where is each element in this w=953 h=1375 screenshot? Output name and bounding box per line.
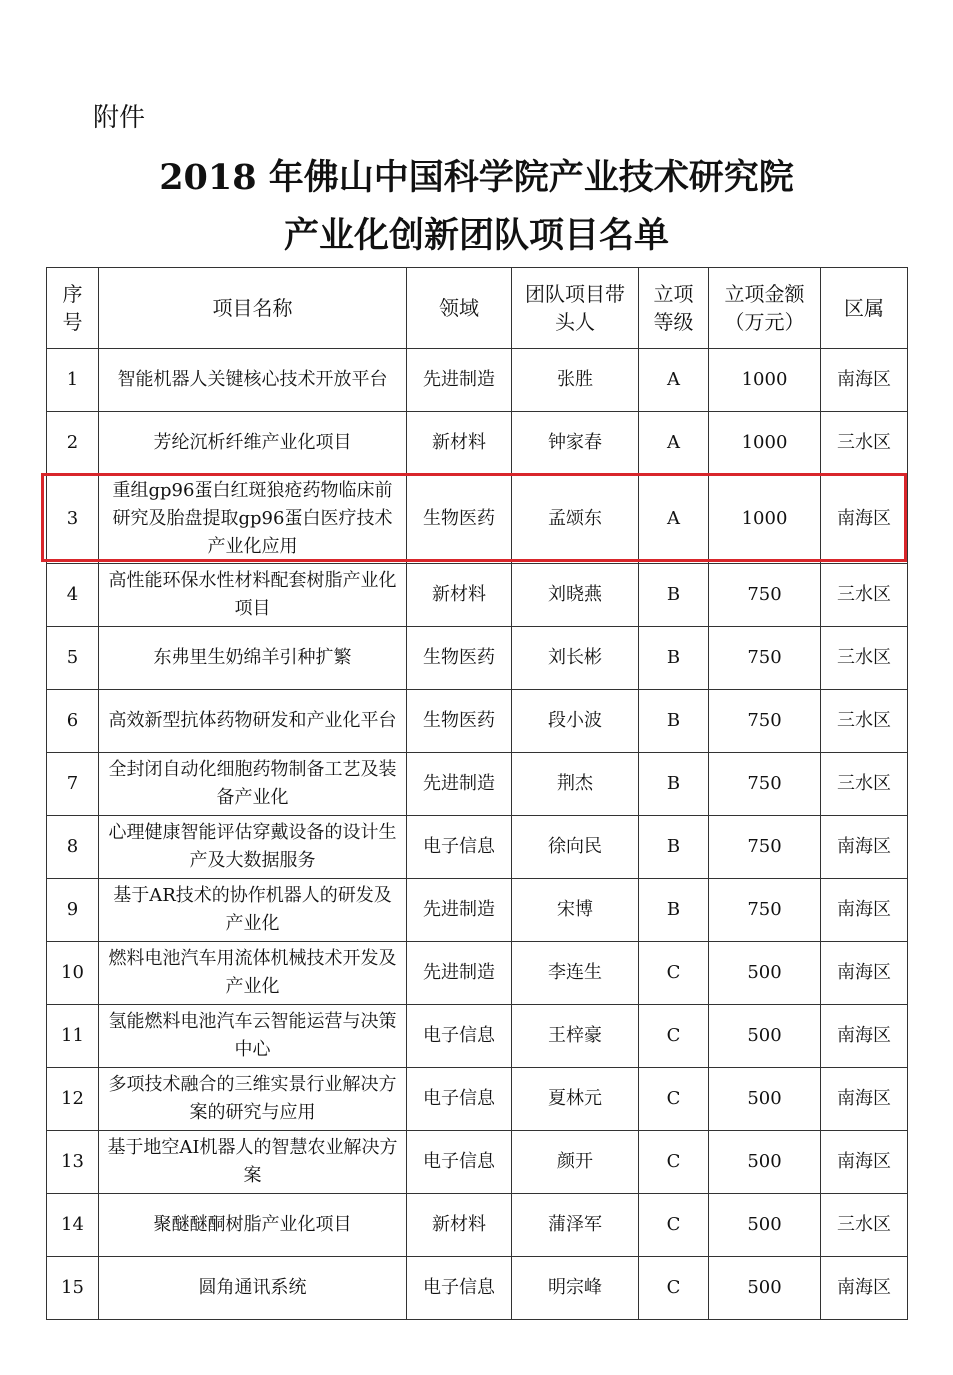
header-district: 区属 <box>821 268 908 349</box>
cell-name: 全封闭自动化细胞药物制备工艺及装备产业化 <box>99 753 407 816</box>
cell-name: 基于AR技术的协作机器人的研发及产业化 <box>99 879 407 942</box>
cell-name: 东弗里生奶绵羊引种扩繁 <box>99 627 407 690</box>
table-row <box>47 412 908 475</box>
cell-amount: 500 <box>709 1005 821 1068</box>
cell-no: 3 <box>47 475 99 564</box>
cell-name: 心理健康智能评估穿戴设备的设计生产及大数据服务 <box>99 816 407 879</box>
project-roster-table <box>46 267 908 1320</box>
cell-amount: 750 <box>709 879 821 942</box>
document-title-line-1: 2018 年佛山中国科学院产业技术研究院 <box>159 157 794 198</box>
cell-amount: 500 <box>709 1194 821 1257</box>
cell-amount: 500 <box>709 1068 821 1131</box>
table-row <box>47 564 908 627</box>
cell-amount: 750 <box>709 564 821 627</box>
header-grade: 立项等级 <box>639 268 709 349</box>
cell-name: 高效新型抗体药物研发和产业化平台 <box>99 690 407 753</box>
table-row <box>47 816 908 879</box>
cell-amount: 500 <box>709 1257 821 1320</box>
cell-grade: A <box>639 475 709 564</box>
cell-lead: 荆杰 <box>512 753 639 816</box>
cell-district: 南海区 <box>821 1257 908 1320</box>
cell-lead: 钟家春 <box>512 412 639 475</box>
cell-amount: 1000 <box>709 475 821 564</box>
cell-grade: C <box>639 942 709 1005</box>
cell-no: 11 <box>47 1005 99 1068</box>
header-name: 项目名称 <box>99 268 407 349</box>
cell-name: 多项技术融合的三维实景行业解决方案的研究与应用 <box>99 1068 407 1131</box>
cell-no: 2 <box>47 412 99 475</box>
table-row <box>47 349 908 412</box>
cell-name: 聚醚醚酮树脂产业化项目 <box>99 1194 407 1257</box>
cell-field: 电子信息 <box>407 816 512 879</box>
table-row <box>47 690 908 753</box>
cell-grade: B <box>639 564 709 627</box>
cell-district: 三水区 <box>821 753 908 816</box>
table-row <box>47 1068 908 1131</box>
cell-grade: A <box>639 412 709 475</box>
cell-field: 电子信息 <box>407 1257 512 1320</box>
cell-amount: 500 <box>709 1131 821 1194</box>
cell-field: 新材料 <box>407 1194 512 1257</box>
table-row <box>47 475 908 564</box>
cell-name: 芳纶沉析纤维产业化项目 <box>99 412 407 475</box>
cell-field: 先进制造 <box>407 753 512 816</box>
attachment-label: 附件 <box>93 103 146 133</box>
cell-lead: 颜开 <box>512 1131 639 1194</box>
table-row <box>47 1194 908 1257</box>
cell-district: 南海区 <box>821 349 908 412</box>
cell-field: 生物医药 <box>407 475 512 564</box>
cell-grade: C <box>639 1068 709 1131</box>
cell-lead: 徐向民 <box>512 816 639 879</box>
cell-no: 15 <box>47 1257 99 1320</box>
cell-district: 南海区 <box>821 816 908 879</box>
cell-lead: 刘长彬 <box>512 627 639 690</box>
header-field: 领域 <box>407 268 512 349</box>
cell-field: 电子信息 <box>407 1131 512 1194</box>
cell-lead: 明宗峰 <box>512 1257 639 1320</box>
cell-grade: B <box>639 879 709 942</box>
cell-amount: 1000 <box>709 349 821 412</box>
cell-no: 10 <box>47 942 99 1005</box>
cell-name: 氢能燃料电池汽车云智能运营与决策中心 <box>99 1005 407 1068</box>
cell-grade: C <box>639 1005 709 1068</box>
cell-no: 9 <box>47 879 99 942</box>
cell-district: 三水区 <box>821 627 908 690</box>
cell-field: 生物医药 <box>407 690 512 753</box>
table-row <box>47 942 908 1005</box>
cell-district: 南海区 <box>821 1068 908 1131</box>
cell-no: 13 <box>47 1131 99 1194</box>
table-header-row <box>47 268 908 349</box>
cell-field: 电子信息 <box>407 1068 512 1131</box>
cell-grade: C <box>639 1257 709 1320</box>
cell-lead: 段小波 <box>512 690 639 753</box>
cell-no: 4 <box>47 564 99 627</box>
cell-no: 7 <box>47 753 99 816</box>
cell-district: 南海区 <box>821 1131 908 1194</box>
cell-grade: B <box>639 816 709 879</box>
cell-amount: 750 <box>709 816 821 879</box>
header-lead: 团队项目带头人 <box>512 268 639 349</box>
cell-grade: B <box>639 753 709 816</box>
table-row <box>47 1005 908 1068</box>
cell-amount: 1000 <box>709 412 821 475</box>
cell-no: 6 <box>47 690 99 753</box>
cell-district: 三水区 <box>821 690 908 753</box>
cell-lead: 蒲泽军 <box>512 1194 639 1257</box>
cell-district: 南海区 <box>821 879 908 942</box>
table-row <box>47 627 908 690</box>
header-amount: 立项金额（万元） <box>709 268 821 349</box>
cell-name: 高性能环保水性材料配套树脂产业化项目 <box>99 564 407 627</box>
cell-field: 生物医药 <box>407 627 512 690</box>
cell-amount: 750 <box>709 690 821 753</box>
cell-lead: 宋博 <box>512 879 639 942</box>
cell-field: 新材料 <box>407 412 512 475</box>
cell-lead: 夏林元 <box>512 1068 639 1131</box>
cell-field: 先进制造 <box>407 349 512 412</box>
table-row <box>47 879 908 942</box>
cell-grade: B <box>639 627 709 690</box>
table-row <box>47 1131 908 1194</box>
cell-field: 先进制造 <box>407 879 512 942</box>
cell-district: 三水区 <box>821 412 908 475</box>
cell-no: 14 <box>47 1194 99 1257</box>
cell-grade: B <box>639 690 709 753</box>
cell-lead: 李连生 <box>512 942 639 1005</box>
table-row <box>47 753 908 816</box>
cell-district: 三水区 <box>821 1194 908 1257</box>
cell-name: 基于地空AI机器人的智慧农业解决方案 <box>99 1131 407 1194</box>
cell-amount: 750 <box>709 753 821 816</box>
cell-no: 1 <box>47 349 99 412</box>
cell-field: 先进制造 <box>407 942 512 1005</box>
cell-grade: C <box>639 1131 709 1194</box>
cell-district: 南海区 <box>821 475 908 564</box>
cell-name: 圆角通讯系统 <box>99 1257 407 1320</box>
cell-field: 电子信息 <box>407 1005 512 1068</box>
cell-name: 智能机器人关键核心技术开放平台 <box>99 349 407 412</box>
cell-district: 南海区 <box>821 1005 908 1068</box>
cell-name: 重组gp96蛋白红斑狼疮药物临床前研究及胎盘提取gp96蛋白医疗技术产业化应用 <box>99 475 407 564</box>
cell-name: 燃料电池汽车用流体机械技术开发及产业化 <box>99 942 407 1005</box>
cell-no: 12 <box>47 1068 99 1131</box>
cell-amount: 500 <box>709 942 821 1005</box>
cell-field: 新材料 <box>407 564 512 627</box>
document-title-line-2: 产业化创新团队项目名单 <box>283 215 669 256</box>
cell-lead: 孟颂东 <box>512 475 639 564</box>
cell-no: 5 <box>47 627 99 690</box>
cell-grade: C <box>639 1194 709 1257</box>
table-row <box>47 1257 908 1320</box>
cell-no: 8 <box>47 816 99 879</box>
header-no: 序号 <box>47 268 99 349</box>
cell-lead: 张胜 <box>512 349 639 412</box>
cell-district: 南海区 <box>821 942 908 1005</box>
cell-grade: A <box>639 349 709 412</box>
cell-lead: 王梓豪 <box>512 1005 639 1068</box>
cell-lead: 刘晓燕 <box>512 564 639 627</box>
cell-amount: 750 <box>709 627 821 690</box>
cell-district: 三水区 <box>821 564 908 627</box>
